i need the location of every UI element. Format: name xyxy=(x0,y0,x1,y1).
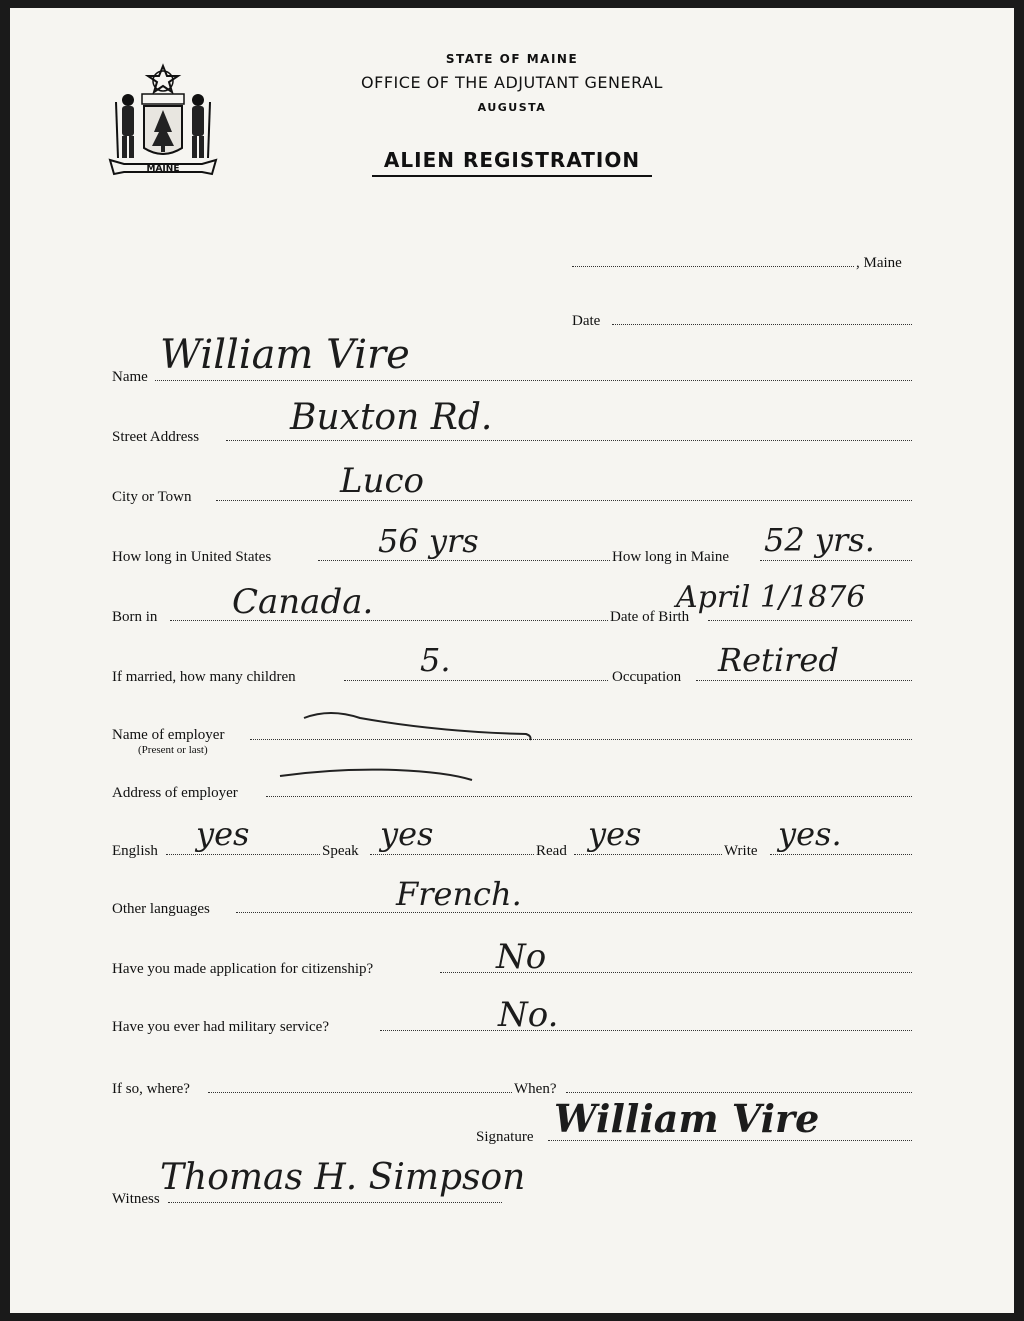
speak-value: yes xyxy=(380,815,434,853)
header-city: AUGUSTA xyxy=(477,101,547,114)
svg-text:MAINE: MAINE xyxy=(146,164,180,174)
how-long-us-line[interactable] xyxy=(318,560,610,561)
children-label: If married, how many children xyxy=(112,669,296,685)
date-line[interactable] xyxy=(612,324,912,325)
occupation-value: Retired xyxy=(718,641,839,679)
city-label: City or Town xyxy=(112,489,192,505)
english-line[interactable] xyxy=(166,854,320,855)
write-line[interactable] xyxy=(770,854,912,855)
when-line[interactable] xyxy=(566,1092,912,1093)
read-line[interactable] xyxy=(574,854,722,855)
witness-label: Witness xyxy=(112,1191,160,1207)
military-line[interactable] xyxy=(380,1030,912,1031)
name-value: William Vire xyxy=(160,332,410,378)
form-page xyxy=(10,8,1014,1313)
employer-address-label: Address of employer xyxy=(112,785,238,801)
employer-sublabel: (Present or last) xyxy=(138,744,208,756)
speak-label: Speak xyxy=(322,843,359,859)
how-long-maine-line[interactable] xyxy=(760,560,912,561)
city-line[interactable] xyxy=(216,500,912,501)
street-value: Buxton Rd. xyxy=(290,397,493,438)
street-label: Street Address xyxy=(112,429,200,445)
english-value: yes xyxy=(196,815,250,853)
how-long-maine-label: How long in Maine xyxy=(612,549,730,565)
employer-address-line[interactable] xyxy=(266,796,912,797)
dob-line[interactable] xyxy=(708,620,912,621)
speak-line[interactable] xyxy=(370,854,534,855)
other-languages-line[interactable] xyxy=(236,912,912,913)
form-title: ALIEN REGISTRATION xyxy=(383,148,641,172)
read-label: Read xyxy=(536,843,567,859)
title-underline xyxy=(372,175,652,177)
date-label: Date xyxy=(572,313,601,329)
name-label: Name xyxy=(112,369,148,385)
street-line[interactable] xyxy=(226,440,912,441)
citizenship-label: Have you made application for citizenship? xyxy=(112,961,374,977)
born-in-label: Born in xyxy=(112,609,158,625)
born-in-value: Canada. xyxy=(232,582,374,622)
english-label: English xyxy=(112,843,158,859)
dob-label: Date of Birth xyxy=(610,609,690,625)
children-value: 5. xyxy=(420,641,451,679)
write-value: yes. xyxy=(778,815,842,853)
how-long-us-label: How long in United States xyxy=(112,549,272,565)
maine-label: , Maine xyxy=(856,255,902,271)
place-line[interactable] xyxy=(572,266,854,267)
other-languages-label: Other languages xyxy=(112,901,210,917)
how-long-maine-value: 52 yrs. xyxy=(764,521,875,559)
signature-value: William Vire xyxy=(554,1096,820,1141)
header-state: STATE OF MAINE xyxy=(445,52,579,66)
military-value: No. xyxy=(498,995,559,1035)
employer-label: Name of employer xyxy=(112,727,225,743)
signature-label: Signature xyxy=(476,1129,534,1145)
if-so-where-label: If so, where? xyxy=(112,1081,190,1097)
if-so-where-line[interactable] xyxy=(208,1092,512,1093)
citizenship-value: No xyxy=(496,937,547,977)
witness-line[interactable] xyxy=(168,1202,502,1203)
how-long-us-value: 56 yrs xyxy=(378,522,479,560)
witness-value: Thomas H. Simpson xyxy=(160,1157,526,1198)
dob-value: April 1/1876 xyxy=(676,580,866,615)
when-label: When? xyxy=(514,1081,557,1097)
write-label: Write xyxy=(724,843,758,859)
employer-dash-mark xyxy=(290,706,540,746)
name-line[interactable] xyxy=(155,380,912,381)
read-value: yes xyxy=(588,815,642,853)
children-line[interactable] xyxy=(344,680,608,681)
employer-address-dash-mark xyxy=(276,764,486,794)
header-office: OFFICE OF THE ADJUTANT GENERAL xyxy=(361,73,663,92)
occupation-line[interactable] xyxy=(696,680,912,681)
city-value: Luco xyxy=(340,461,424,501)
other-languages-value: French. xyxy=(396,875,522,913)
occupation-label: Occupation xyxy=(612,669,682,685)
military-label: Have you ever had military service? xyxy=(112,1019,329,1035)
